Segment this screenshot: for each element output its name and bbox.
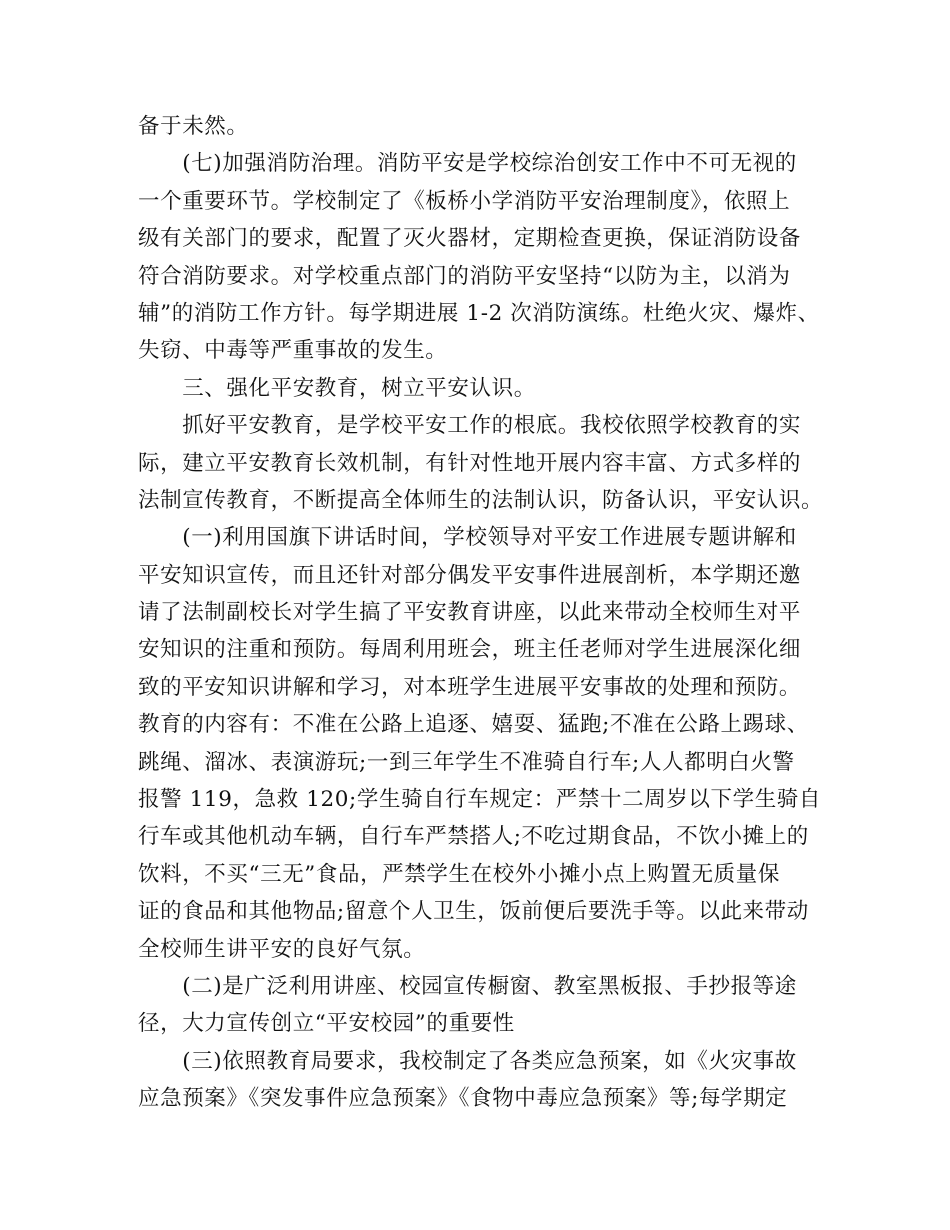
text-line: (三)依照教育局要求，我校制定了各类应急预案，如《火灾事故 [138,1048,797,1074]
text-line: 符合消防要求。对学校重点部门的消防平安坚持“以防为主，以消为 [138,263,791,289]
section-heading: 三、强化平安教育，树立平安认识。 [138,375,536,401]
text-line: 安知识的注重和预防。每周利用班会，班主任老师对学生进展深化细 [138,637,802,663]
text-line: 致的平安知识讲解和学习，对本班学生进展平安事故的处理和预防。 [138,674,802,700]
text-line: (七)加强消防治理。消防平安是学校综治创安工作中不可无视的 [138,151,797,177]
text-line: 失窃、中毒等严重事故的发生。 [138,338,448,364]
text-line: (一)利用国旗下讲话时间，学校领导对平安工作进展专题讲解和 [138,525,797,551]
text-line: 一个重要环节。学校制定了《板桥小学消防平安治理制度》，依照上 [138,188,791,214]
text-line: 饮料，不买“三无”食品，严禁学生在校外小摊小点上购置无质量保 [138,861,780,887]
text-line: 级有关部门的要求，配置了灭火器材，定期检查更换，保证消防设备 [138,226,802,252]
text-line: 报警 119，急救 120;学生骑自行车规定：严禁十二周岁以下学生骑自 [138,787,821,813]
text-line: 辅”的消防工作方针。每学期进展 1-2 次消防演练。杜绝火灾、爆炸、 [138,300,820,326]
text-line: 法制宣传教育，不断提高全体师生的法制认识，防备认识，平安认识。 [138,487,824,513]
text-line: 际，建立平安教育长效机制，有针对性地开展内容丰富、方式多样的 [138,450,802,476]
text-line: 备于未然。 [138,114,249,139]
text-line: 应急预案》《突发事件应急预案》《食物中毒应急预案》等;每学期定 [138,1086,788,1112]
text-line: 教育的内容有：不准在公路上追逐、嬉耍、猛跑;不准在公路上踢球、 [138,712,809,738]
text-line: 径，大力宣传创立“平安校园”的重要性 [138,1011,515,1037]
text-line: 证的食品和其他物品;留意个人卫生，饭前便后要洗手等。以此来带动 [138,899,809,925]
body-text [138,108,828,1118]
text-line: 行车或其他机动车辆，自行车严禁搭人;不吃过期食品，不饮小摊上的 [138,824,809,850]
text-line: (二)是广泛利用讲座、校园宣传橱窗、教室黑板报、手抄报等途 [138,973,797,999]
text-line: 平安知识宣传，而且还针对部分偶发平安事件进展剖析，本学期还邀 [138,562,802,588]
text-line: 请了法制副校长对学生搞了平安教育讲座，以此来带动全校师生对平 [138,600,802,626]
text-line: 跳绳、溜冰、表演游玩;一到三年学生不准骑自行车;人人都明白火警 [138,749,795,775]
text-line: 抓好平安教育，是学校平安工作的根底。我校依照学校教育的实 [138,413,802,439]
text-line: 全校师生讲平安的良好气氛。 [138,936,426,962]
